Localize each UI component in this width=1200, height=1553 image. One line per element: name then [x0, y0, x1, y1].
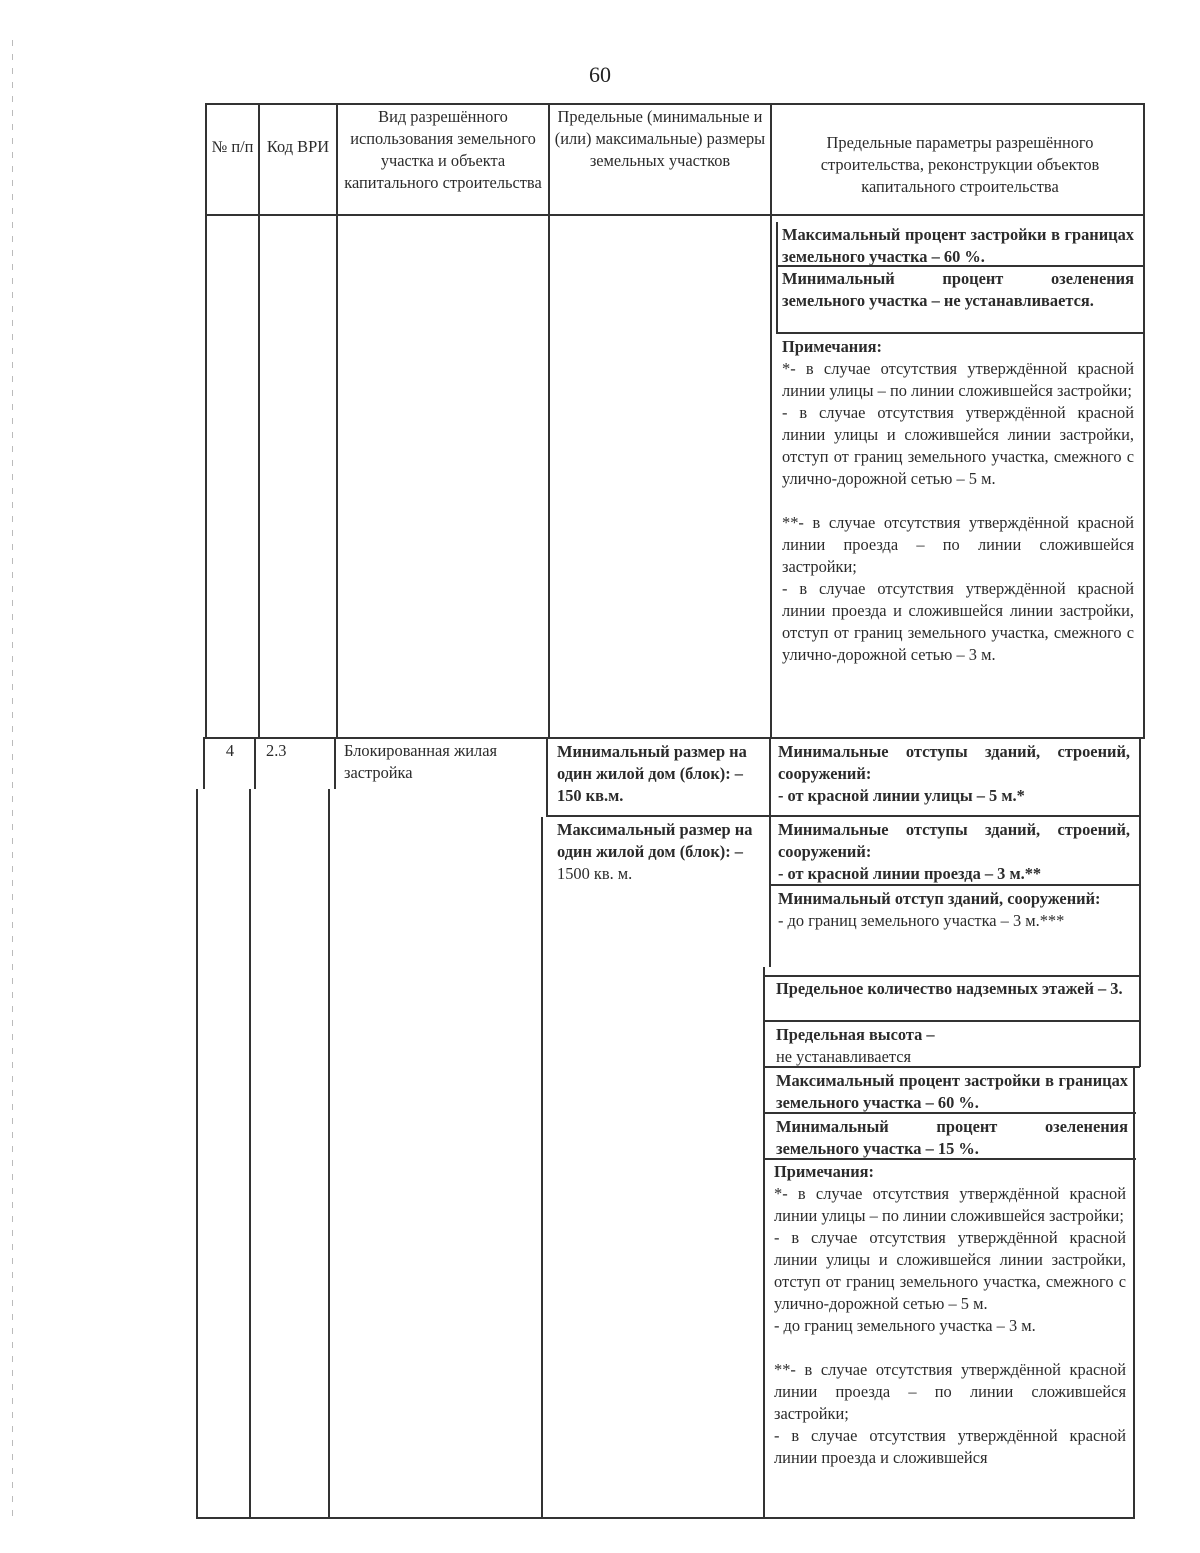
cont-note-1: *- в случае отсутствия утверждённой красной линии улицы – по линии сложившейся застройки; [782, 359, 1134, 400]
row4-param-green-percent: Минимальный процент озеленения земельного участка – 15 %. [776, 1117, 1128, 1158]
cont-notes [782, 336, 1134, 666]
row4-note-4: **- в случае отсутствия утверждённой красной линии проезда – по линии сложившейся застройки; [774, 1360, 1126, 1423]
row4-note-2: - в случае отсутствия утверждённой красной линии улицы и сложившейся линии застройки, отступ от границ земельного участка, смежного с улично-дорожной сетью – 5 м. [774, 1228, 1126, 1313]
row4-code: 2.3 [266, 741, 287, 760]
row4-note-1: *- в случае отсутствия утверждённой красной линии улицы – по линии сложившейся застройки; [774, 1184, 1126, 1225]
row4-note-5: - в случае отсутствия утверждённой красной линии проезда и сложившейся [774, 1426, 1126, 1467]
row4-plot-max [557, 819, 761, 885]
param-value: - от красной линии проезда – 3 м.** [778, 864, 1042, 883]
row4-param-floors: Предельное количество надземных этажей – 3. [776, 979, 1123, 998]
param-value: - до границ земельного участка – 3 м.*** [778, 911, 1065, 930]
row4-plot-min: Минимальный размер на один жилой дом (блок): –150 кв.м. [557, 742, 747, 805]
row4-num: 4 [225, 741, 235, 760]
param-label: Минимальные отступы зданий, строений, сооружений: [778, 820, 1130, 861]
param-label: Предельная высота – [776, 1025, 935, 1044]
param-label: Минимальные отступы зданий, строений, сооружений: [778, 742, 1130, 783]
row4-notes [774, 1161, 1126, 1469]
row4-use-type: Блокированная жилая застройка [344, 741, 498, 782]
header-plot-size: Предельные (минимальные и (или) максимальные) размеры земельных участков [554, 107, 766, 170]
row4-param-build-percent: Максимальный процент застройки в границах земельного участка – 60 %. [776, 1071, 1128, 1112]
header-params: Предельные параметры разрешённого строительства, реконструкции объектов капитального строительства [820, 133, 1100, 196]
row4-plot-max-value: 1500 кв. м. [557, 864, 633, 883]
row4-plot-max-label: Максимальный размер на один жилой дом (блок): – [557, 820, 753, 861]
row4-note-3: - до границ земельного участка – 3 м. [774, 1316, 1036, 1335]
row4-param-red-line-street [778, 741, 1130, 807]
cont-param-green-percent-text: Минимальный процент озеленения земельного участка – не устанавливается. [782, 269, 1134, 310]
param-value: не устанавливается [776, 1047, 912, 1066]
row4-param-height [776, 1024, 1128, 1068]
page-number: 60 [589, 62, 611, 87]
row4-notes-title: Примечания: [774, 1162, 874, 1181]
param-label: Минимальный отступ зданий, сооружений: [778, 889, 1101, 908]
cont-param-build-percent: Максимальный процент застройки в границах земельного участка – 60 %. [782, 225, 1134, 266]
cont-param-green-percent [782, 268, 1134, 312]
row4-param-plot-border [778, 888, 1130, 932]
header-code: Код ВРИ [266, 137, 330, 156]
param-value: - от красной линии улицы – 5 м.* [778, 786, 1025, 805]
cont-note-2: - в случае отсутствия утверждённой красной линии улицы и сложившейся линии застройки, отступ от границ земельного участка, смежного с улично-дорожной сетью – 5 м. [782, 403, 1134, 488]
cont-note-4: - в случае отсутствия утверждённой красной линии проезда и сложившейся линии застройки, отступ от границ земельного участка, смежного с улично-дорожной сетью – 3 м. [782, 579, 1134, 664]
cont-notes-title: Примечания: [782, 337, 882, 356]
header-num: № п/п [211, 137, 254, 156]
header-use-type: Вид разрешённого использования земельного участка и объекта капитального строительства [344, 107, 542, 192]
scan-edge [12, 40, 13, 1520]
cont-note-3: **- в случае отсутствия утверждённой красной линии проезда – по линии сложившейся застройки; [782, 513, 1134, 576]
row4-param-red-line-passage [778, 819, 1130, 885]
